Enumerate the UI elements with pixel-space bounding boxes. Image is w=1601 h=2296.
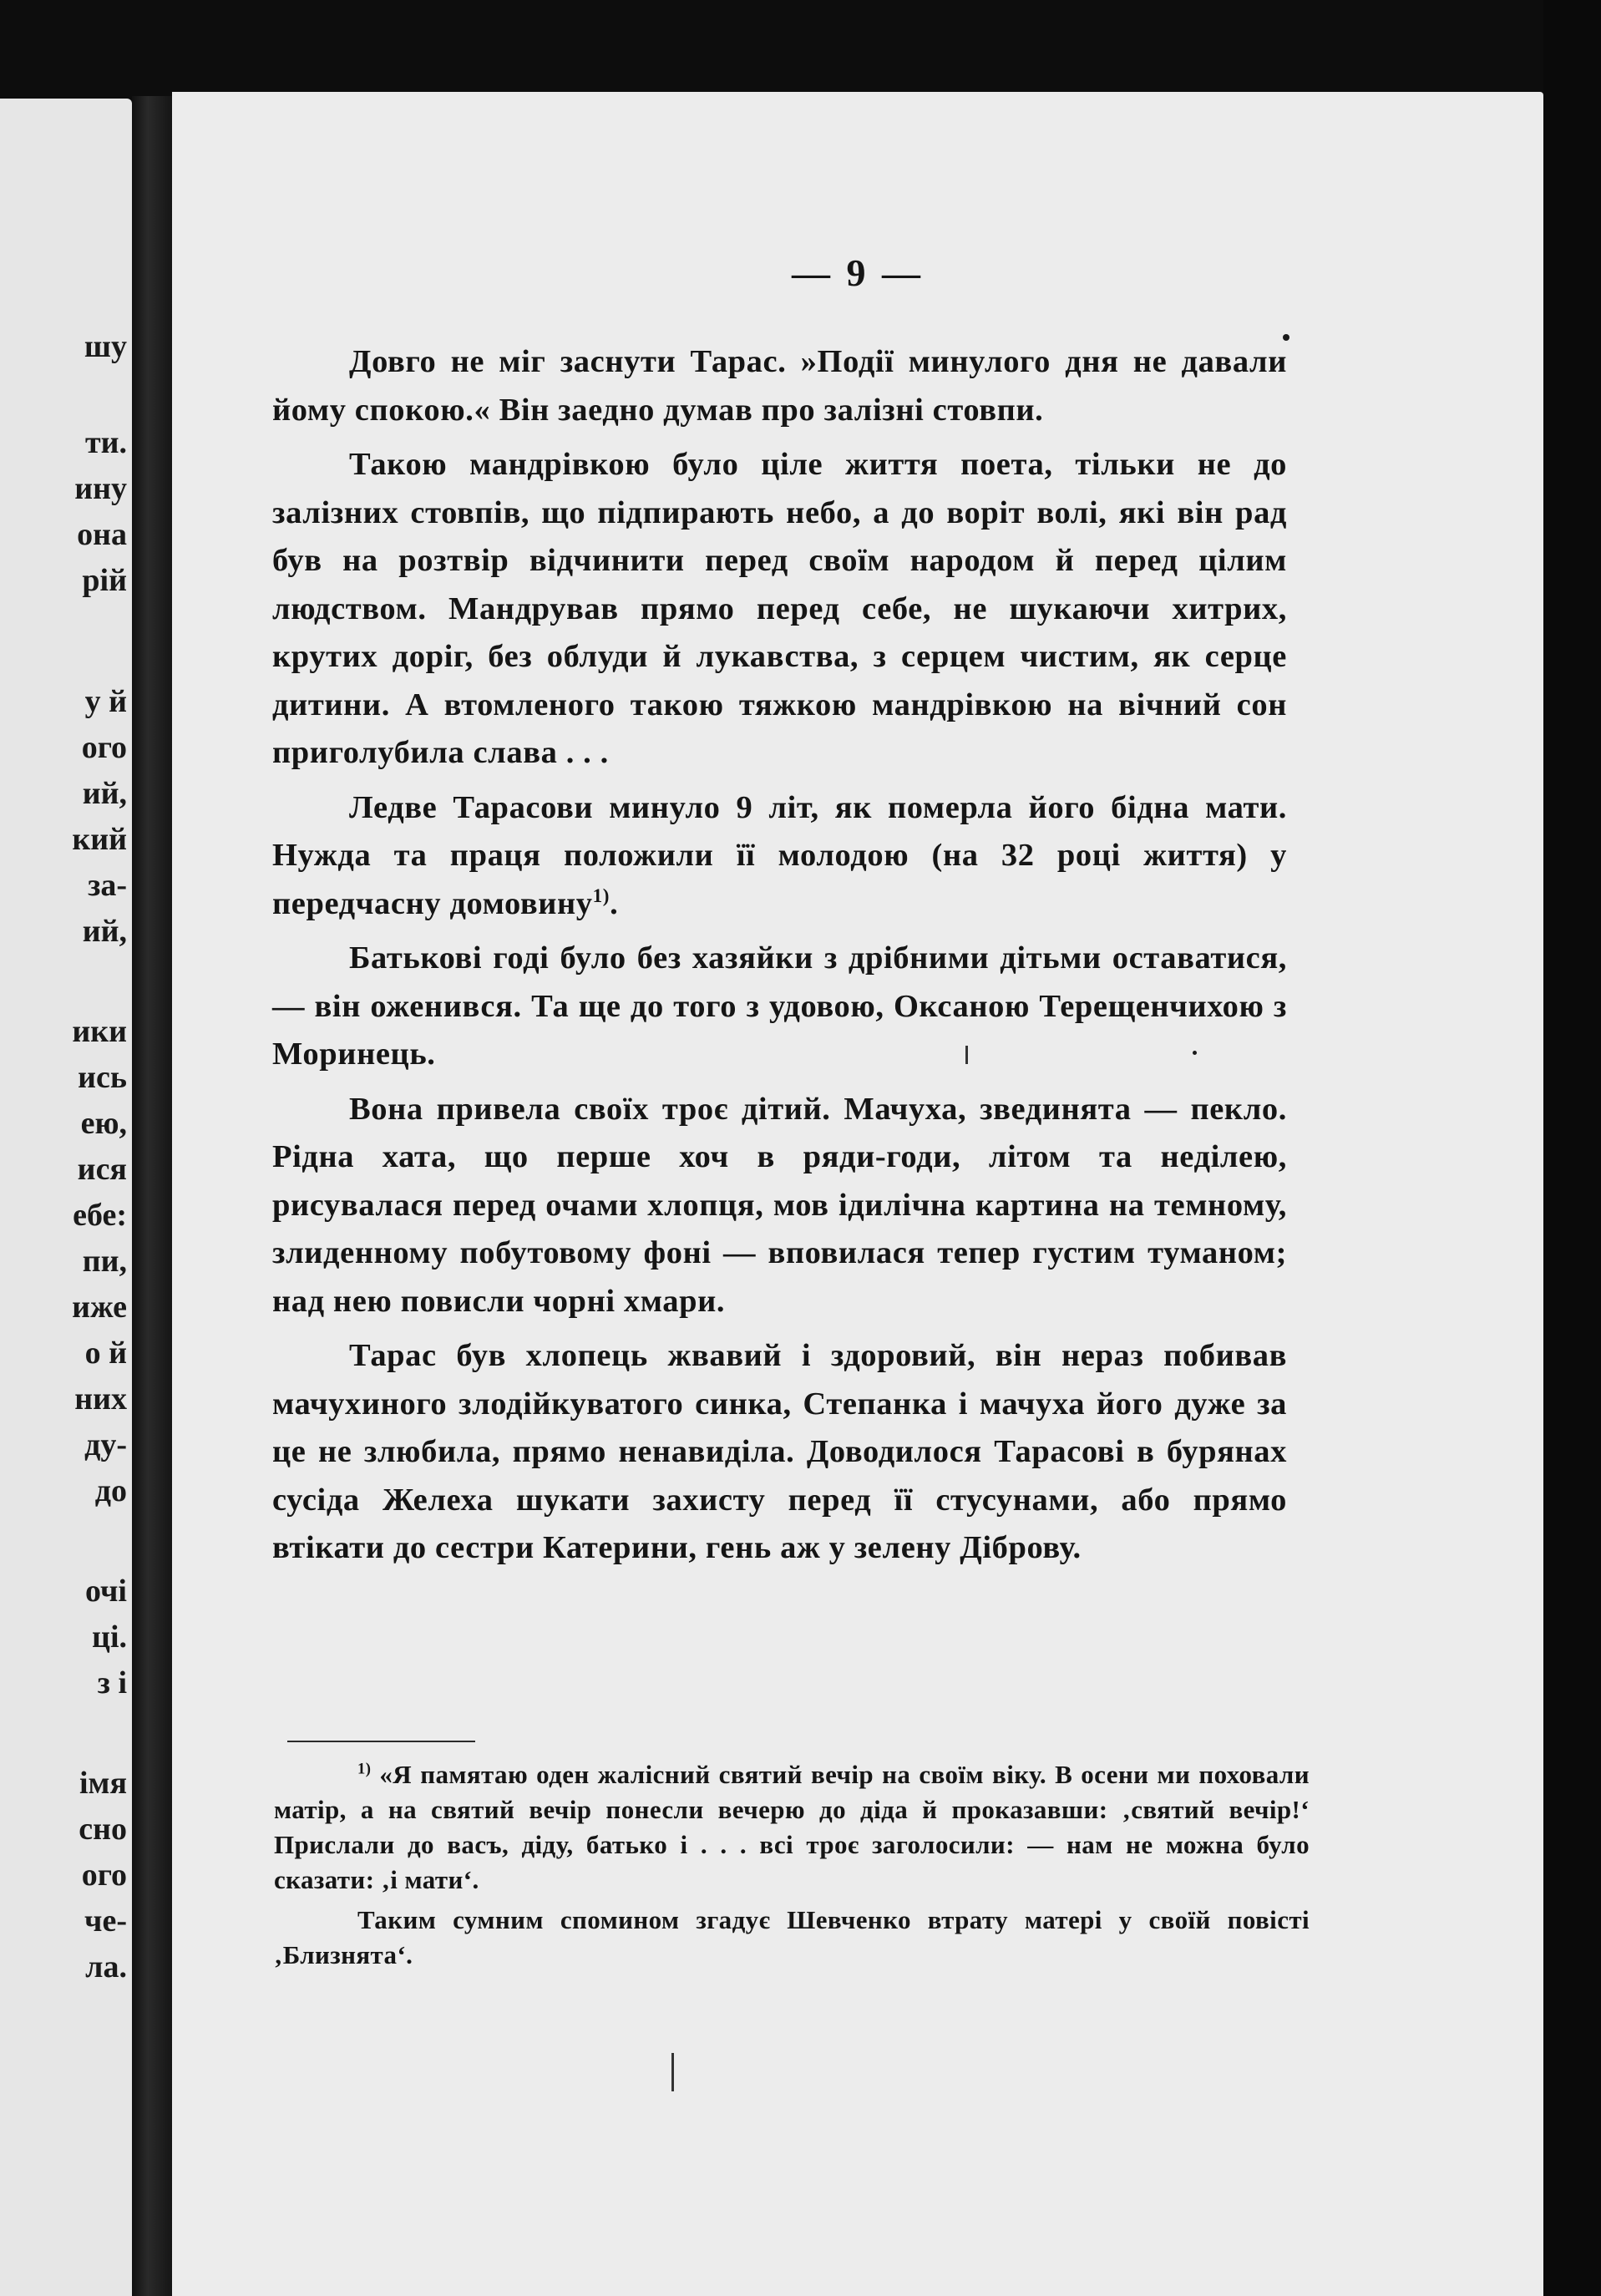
left-page-text-fragment: ого [81,730,127,765]
left-page-text-fragment: у й [84,684,127,719]
left-page-text-fragment: кий [72,822,127,857]
footnote-text: «Я памятаю оден жалісний святий вечір на своїм віку. В осени ми поховали матір, а на святий вечір понесли вечерю до діда й проказавши: ‚святий вечір!‘ Прислали до васъ, діду, батько і . . . всі троє заголосили: — нам не можна було сказати: ‚і мати‘. [274,1760,1310,1894]
left-page-text-fragment: ики [72,1014,127,1049]
paragraph: Довго не міг заснути Тарас. »Події минулого дня не давали йому спокою.« Він заедно думав про залізні стовпи. [272,344,1287,428]
left-page-text-fragment: она [77,517,127,552]
footnote: Таким сумним спомином згадує Шевченко втрату матері у своїй повісті ‚Близнята‘. [274,1905,1310,1969]
left-page-text-fragment: до [94,1473,127,1508]
book-binding [132,96,172,2296]
footnote-reference: 1) [592,884,611,906]
left-page-text-fragment: ий, [82,776,127,811]
scan-speck [1193,1051,1197,1055]
left-page-text-fragment: імя [79,1766,127,1801]
paragraph [272,784,1287,929]
left-page-text-fragment: ися [77,1152,127,1187]
left-page-text-fragment: рій [82,563,127,598]
left-page-text-fragment: шу [84,329,127,364]
left-page-text-fragment: иже [72,1290,127,1325]
left-page-text-fragment: них [74,1381,127,1417]
left-page-text-fragment: ого [81,1858,127,1893]
paragraph: Такою мандрівкою було ціле життя поета, тільки не до залізних стовпів, що підпирають небо, а до воріт волі, які він рад був на розтвір відчинити перед своїм народом й перед цілим людством. Мандрував прямо перед себе, не шукаючи хитрих, крутих доріг, без облуди й лукавства, з серцем чистим, як серце дитини. А втомленого такою тяжкою мандрівкою на вічний сон приголубила слава . . . [272,447,1287,770]
footnote [274,1757,1310,1898]
left-page-text-fragment: сно [79,1812,127,1847]
body-text [272,338,1287,1579]
footnote-marker: 1) [357,1760,372,1778]
left-page-text-fragment: ись [78,1060,127,1095]
footnotes [274,1757,1310,1978]
left-page-text-fragment: пи, [82,1244,127,1279]
left-page-text-fragment: ти. [84,425,127,460]
left-page-text-fragment: ею, [80,1106,127,1141]
left-page-text-fragment: ину [74,471,127,506]
left-page-text-fragment: ла. [85,1949,127,1984]
left-page-text-fragment: о й [84,1336,127,1371]
left-page-text-fragment: ці. [92,1619,127,1655]
scan-mark [965,1046,968,1064]
left-page-text-fragment: очі [84,1574,127,1609]
left-page [0,99,132,2296]
left-page-text-fragment: ебе: [73,1198,127,1233]
paragraph: Батькові годі було без хазяйки з дрібними дітьми оставатися, — він оженився. Та ще до того з удовою, Оксаною Терещенчихою з Моринець. [272,940,1287,1072]
main-page [172,92,1543,2296]
left-page-text-fragment: за- [88,868,127,903]
left-page-text-fragment: че- [84,1903,127,1939]
left-page-text-fragment: ду- [84,1427,127,1462]
paragraph: Вона привела своїх троє дітий. Мачуха, звединята — пекло. Рідна хата, що перше хоч в ряди-годи, літом та неділею, рисувалася перед очами хлопця, мов ідилічна картина на темному, злиденному побутовому фоні — вповилася тепер густим туманом; над нею повисли чорні хмари. [272,1091,1287,1319]
left-page-text-fragment: ий, [82,914,127,949]
paragraph: Тарас був хлопець жвавий і здоровий, він нераз побивав мачухиного злодійкуватого синка, Степанка і мачуха його дуже за це не злюбила, прямо ненавиділа. Доводилося Тарасові в бурянах сусіда Желеха шукати захисту перед її стусунами, або прямо втікати до сестри Катерини, гень аж у зелену Діброву. [272,1338,1287,1565]
footnote-divider [287,1741,475,1742]
scan-speck [1283,334,1289,341]
paragraph-text: Ледве Тарасови минуло 9 літ, як померла його бідна мати. Нужда та праця положили її молодою (на 32 році життя) у передчасну домовину [272,789,1287,921]
paragraph-end: . [610,885,619,921]
scan-mark [671,2053,674,2091]
left-page-text-fragment: з і [97,1665,127,1700]
page-number: — 9 — [792,251,924,294]
scan-border [1543,0,1601,2296]
